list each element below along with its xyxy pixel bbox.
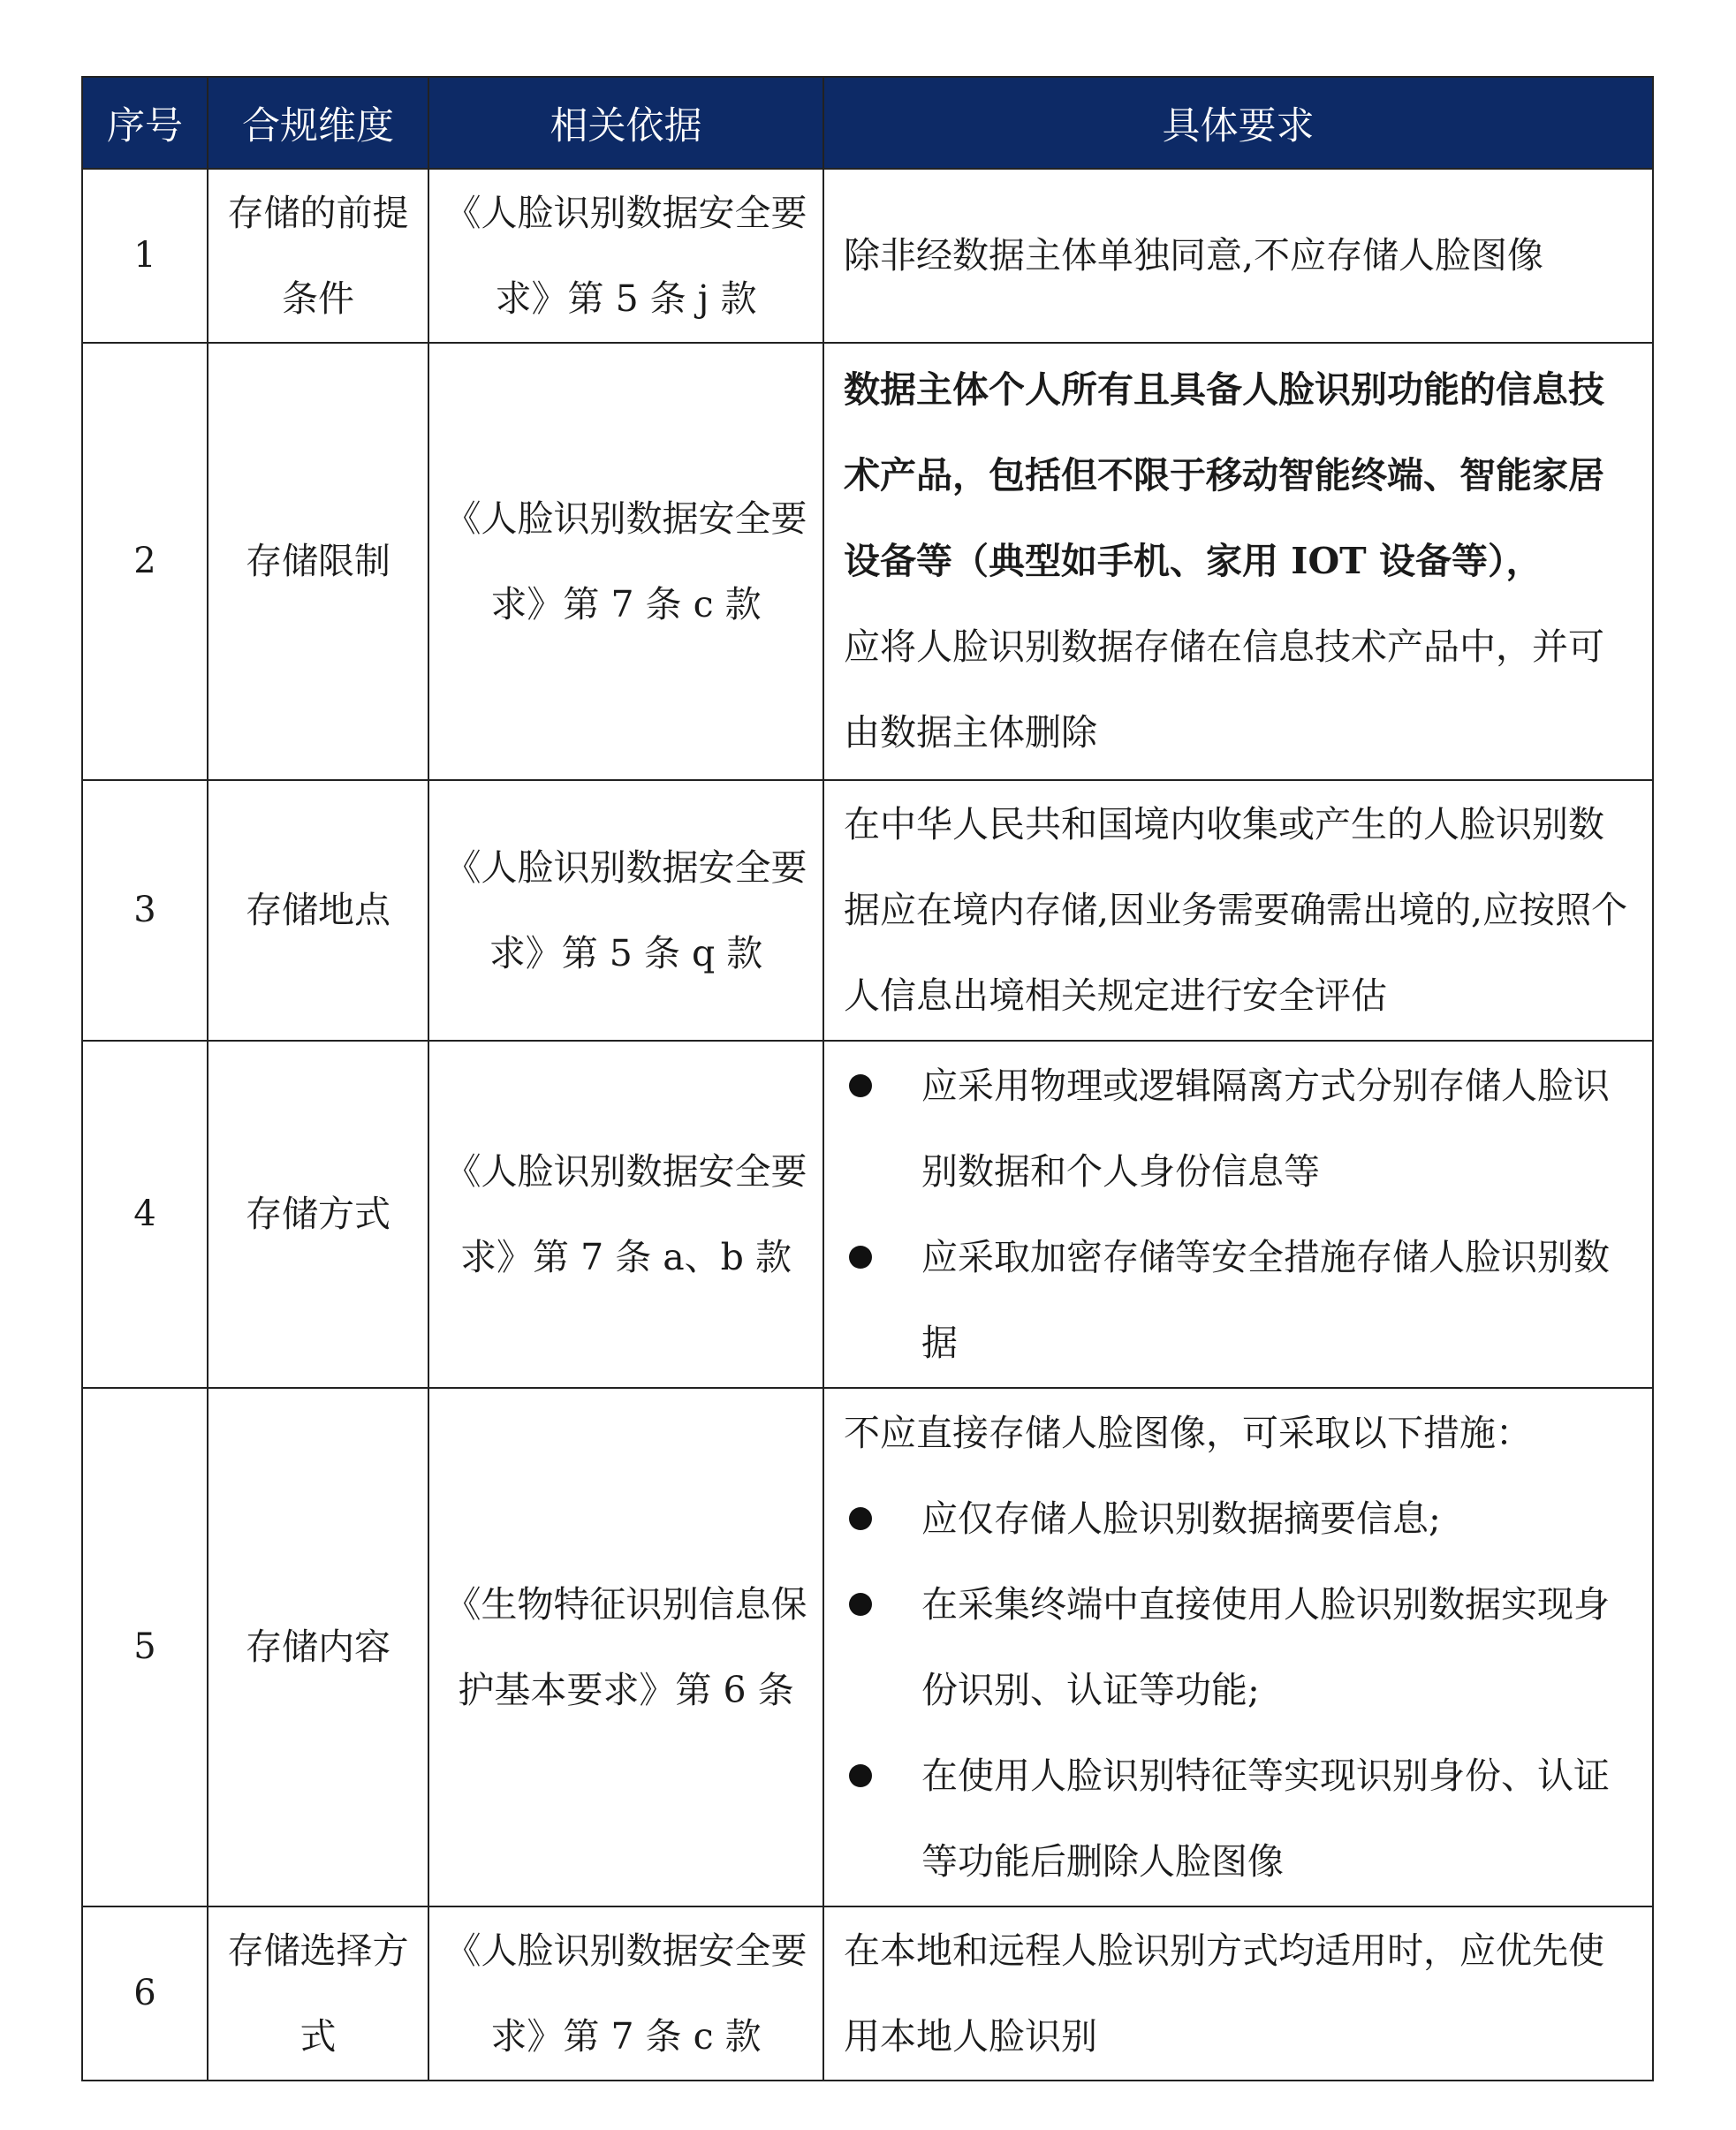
requirement-text: 应将人脸识别数据存储在信息技术产品中，并可由数据主体删除 bbox=[844, 625, 1604, 754]
table-header-row bbox=[82, 77, 1653, 169]
bullet-dot-icon bbox=[849, 1507, 872, 1530]
requirement-intro: 不应直接存储人脸图像，可采取以下措施： bbox=[844, 1411, 1532, 1454]
row-num: 6 bbox=[82, 1906, 208, 2081]
row-requirement: 在本地和远程人脸识别方式均适用时，应优先使用本地人脸识别 bbox=[823, 1906, 1653, 2081]
row-dimension: 存储地点 bbox=[208, 780, 428, 1041]
row-basis: 《人脸识别数据安全要求》第 7 条 a、b 款 bbox=[428, 1041, 823, 1388]
header-num: 序号 bbox=[82, 77, 208, 169]
table-row bbox=[82, 343, 1653, 780]
requirement-bullet-list bbox=[844, 1476, 1634, 1905]
table-row bbox=[82, 1906, 1653, 2081]
row-requirement bbox=[823, 1041, 1653, 1388]
row-num: 2 bbox=[82, 343, 208, 780]
header-basis: 相关依据 bbox=[428, 77, 823, 169]
header-requirement: 具体要求 bbox=[823, 77, 1653, 169]
row-dimension: 存储内容 bbox=[208, 1388, 428, 1906]
requirement-bullet-list bbox=[844, 1043, 1634, 1386]
row-requirement bbox=[823, 1388, 1653, 1906]
row-requirement: 除非经数据主体单独同意,不应存储人脸图像 bbox=[823, 169, 1653, 343]
row-dimension: 存储限制 bbox=[208, 343, 428, 780]
row-num: 5 bbox=[82, 1388, 208, 1906]
list-item: 应仅存储人脸识别数据摘要信息; bbox=[844, 1476, 1634, 1562]
header-dimension: 合规维度 bbox=[208, 77, 428, 169]
row-basis: 《人脸识别数据安全要求》第 5 条 q 款 bbox=[428, 780, 823, 1041]
list-item: 在使用人脸识别特征等实现识别身份、认证等功能后删除人脸图像 bbox=[844, 1733, 1634, 1905]
compliance-table bbox=[81, 76, 1654, 2081]
list-item: 应采用物理或逻辑隔离方式分别存储人脸识别数据和个人身份信息等 bbox=[844, 1043, 1634, 1215]
list-item: 在采集终端中直接使用人脸识别数据实现身份识别、认证等功能; bbox=[844, 1562, 1634, 1733]
row-requirement bbox=[823, 343, 1653, 780]
table-row bbox=[82, 169, 1653, 343]
table-row bbox=[82, 1388, 1653, 1906]
row-basis: 《人脸识别数据安全要求》第 5 条 j 款 bbox=[428, 169, 823, 343]
row-num: 1 bbox=[82, 169, 208, 343]
row-basis: 《人脸识别数据安全要求》第 7 条 c 款 bbox=[428, 343, 823, 780]
row-basis: 《人脸识别数据安全要求》第 7 条 c 款 bbox=[428, 1906, 823, 2081]
row-requirement: 在中华人民共和国境内收集或产生的人脸识别数据应在境内存储,因业务需要确需出境的,应按照个人信息出境相关规定进行安全评估 bbox=[823, 780, 1653, 1041]
row-num: 3 bbox=[82, 780, 208, 1041]
row-basis: 《生物特征识别信息保护基本要求》第 6 条 bbox=[428, 1388, 823, 1906]
row-dimension: 存储选择方式 bbox=[208, 1906, 428, 2081]
bullet-dot-icon bbox=[849, 1764, 872, 1787]
list-item: 应采取加密存储等安全措施存储人脸识别数据 bbox=[844, 1215, 1634, 1386]
bullet-dot-icon bbox=[849, 1593, 872, 1616]
row-dimension: 存储的前提条件 bbox=[208, 169, 428, 343]
row-dimension: 存储方式 bbox=[208, 1041, 428, 1388]
bullet-dot-icon bbox=[849, 1246, 872, 1269]
table-row bbox=[82, 780, 1653, 1041]
bullet-dot-icon bbox=[849, 1074, 872, 1097]
row-num: 4 bbox=[82, 1041, 208, 1388]
table-row bbox=[82, 1041, 1653, 1388]
requirement-bold-text: 数据主体个人所有且具备人脸识别功能的信息技术产品，包括但不限于移动智能终端、智能家居设备等（典型如手机、家用 IOT 设备等）， bbox=[844, 368, 1604, 582]
